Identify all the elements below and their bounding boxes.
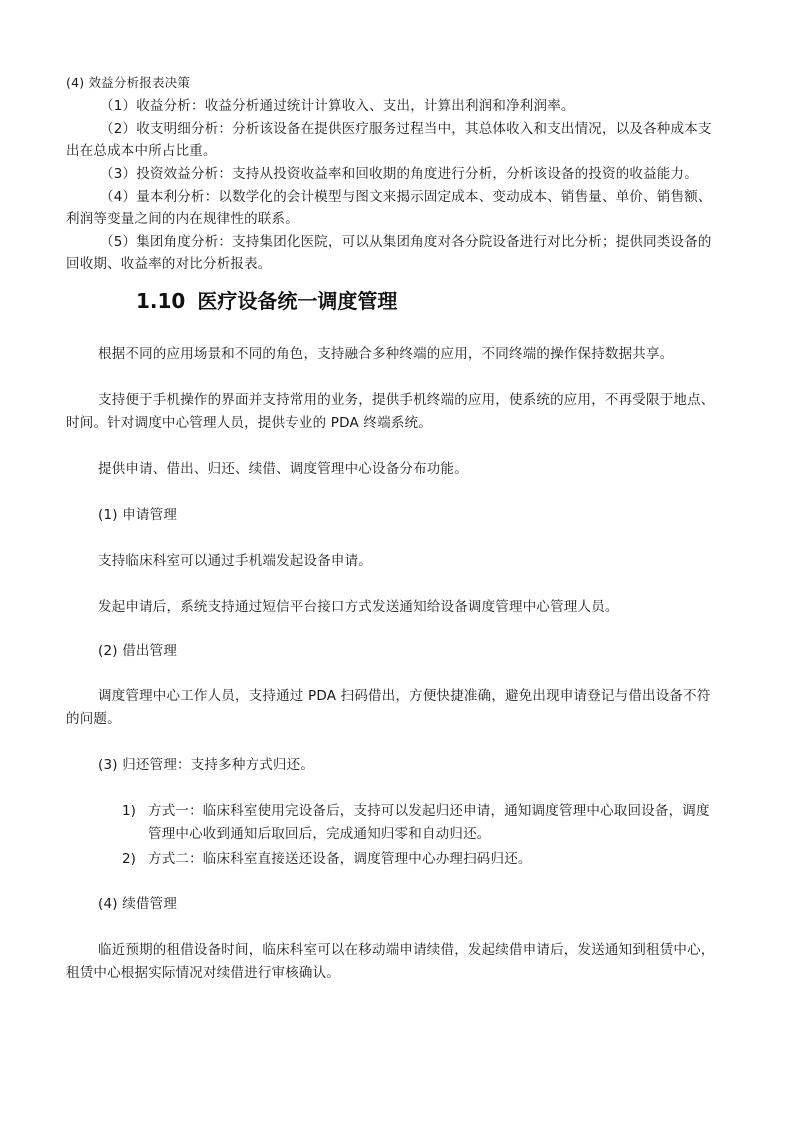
paragraph-renew-line1: 临近预期的租借设备时间，临床科室可以在移动端申请续借，发起续借申请后，发送通知到租赁中心， [98, 942, 715, 958]
subsection-renew-title: (4) 续借管理 [98, 896, 178, 912]
subsection-apply-title: (1) 申请管理 [98, 507, 178, 523]
list-item-income-expense-line1: （2）收支明细分析：分析该设备在提供医疗服务过程当中，其总体收入和支出情况，以及各种成本支 [100, 121, 712, 137]
return-item-2-line1: 方式二：临床科室直接送还设备，调度管理中心办理扫码归还。 [148, 851, 532, 867]
list-item-income-expense-line2: 出在总成本中所占比重。 [66, 143, 217, 159]
subsection-return-title: (3) 归还管理：支持多种方式归还。 [98, 757, 315, 773]
list-item-group-analysis-line1: （5）集团角度分析：支持集团化医院，可以从集团角度对各分院设备进行对比分析；提供同类设备的 [100, 234, 712, 250]
paragraph-renew-line2: 租赁中心根据实际情况对续借进行审核确认。 [66, 965, 340, 981]
subsection-title: (4) 效益分析报表决策 [66, 75, 191, 90]
paragraph-apply-notify: 发起申请后，系统支持通过短信平台接口方式发送通知给设备调度管理中心管理人员。 [98, 599, 619, 615]
list-item-cost-volume-profit-line2: 利润等变量之间的内在规律性的联系。 [66, 211, 299, 227]
section-heading [136, 286, 397, 316]
paragraph-mobile-line2: 时间。针对调度中心管理人员，提供专业的 PDA 终端系统。 [66, 415, 432, 431]
list-item-cost-volume-profit-line1: （4）量本利分析：以数学化的会计模型与图文来揭示固定成本、变动成本、销售量、单价、销售额、 [100, 189, 712, 205]
paragraph-functions: 提供申请、借出、归还、续借、调度管理中心设备分布功能。 [98, 461, 468, 477]
list-item-revenue-analysis: （1）收益分析：收益分析通过统计计算收入、支出，计算出利润和净利润率。 [100, 98, 575, 114]
return-item-1-line1: 方式一：临床科室使用完设备后，支持可以发起归还申请，通知调度管理中心取回设备，调度 [148, 803, 710, 819]
subsection-lend-title: (2) 借出管理 [98, 643, 178, 659]
return-item-1-line2: 管理中心收到通知后取回后，完成通知归零和自动归还。 [148, 826, 491, 842]
return-item-2-number: 2) [122, 851, 136, 867]
paragraph-mobile-line1: 支持便于手机操作的界面并支持常用的业务，提供手机终端的应用，使系统的应用，不再受限于地点、 [98, 392, 715, 408]
paragraph-lend-line1: 调度管理中心工作人员，支持通过 PDA 扫码借出，方便快捷准确，避免出现申请登记与借出设备不符 [98, 688, 711, 704]
paragraph-lend-line2: 的问题。 [66, 711, 121, 727]
list-item-investment-analysis: （3）投资效益分析：支持从投资收益率和回收期的角度进行分析，分析该设备的投资的收益能力。 [100, 166, 698, 182]
paragraph-apply-mobile: 支持临床科室可以通过手机端发起设备申请。 [98, 553, 372, 569]
section-number: 1.10 [136, 289, 186, 313]
list-item-group-analysis-line2: 回收期、收益率的对比分析报表。 [66, 256, 272, 272]
section-title: 医疗设备统一调度管理 [197, 289, 398, 313]
return-item-1-number: 1) [122, 803, 136, 819]
paragraph-multi-terminal: 根据不同的应用场景和不同的角色，支持融合多种终端的应用，不同终端的操作保持数据共享。 [98, 346, 674, 362]
